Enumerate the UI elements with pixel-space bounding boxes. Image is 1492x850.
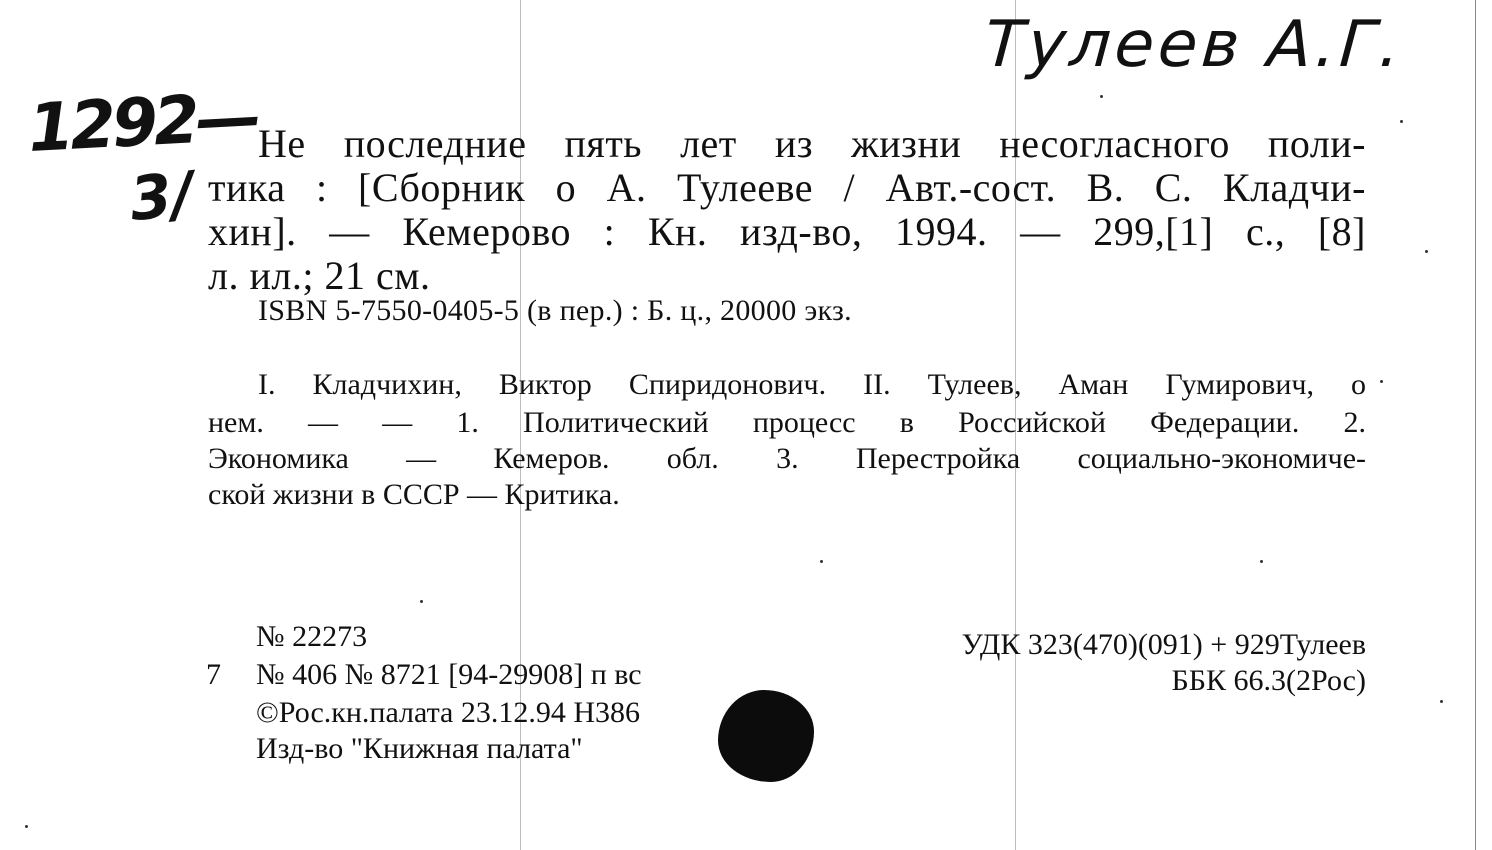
subjects-line-1: I. Кладчихин, Виктор Спиридонович. II. Тулеев, Аман Гумирович, о: [258, 368, 1366, 401]
bbk-code: ББК 66.3(2Рос): [1171, 664, 1366, 697]
subjects-line-2: нем. — — 1. Политический процесс в Российской Федерации. 2.: [208, 406, 1366, 439]
title-line-3: хин]. — Кемерово : Кн. изд-во, 1994. — 299,[1] с., [8]: [208, 209, 1366, 254]
title-line-2: тика : [Сборник о А. Тулееве / Авт.-сост. В. С. Кладчи-: [208, 165, 1366, 210]
subjects-line-4: ской жизни в СССР — Критика.: [208, 478, 620, 511]
udk-code: УДК 323(470)(091) + 929Тулеев: [961, 628, 1366, 661]
ink-blot: [718, 690, 814, 782]
isbn-line: ISBN 5-7550-0405-5 (в пер.) : Б. ц., 20000 экз.: [258, 294, 852, 327]
handwritten-call-number-suffix: 3/: [126, 158, 198, 236]
scan-line: [1475, 0, 1476, 850]
footer-publisher: Изд-во "Книжная палата": [256, 732, 583, 765]
footer-seven: 7: [206, 658, 221, 691]
subjects-line-3: Экономика — Кемеров. обл. 3. Перестройка социально-экономиче-: [208, 442, 1366, 475]
footer-line-2: № 406 № 8721 [94-29908] п вс: [256, 658, 642, 691]
title-line-1: Не последние пять лет из жизни несогласного поли-: [258, 121, 1366, 166]
record-number: № 22273: [256, 620, 368, 653]
title-line-4: л. ил.; 21 см.: [208, 253, 431, 298]
footer-line-3: ©Рос.кн.палата 23.12.94 Н386: [256, 696, 641, 729]
handwritten-author: Тулеев А.Г.: [982, 8, 1407, 82]
handwritten-call-number: 1292—: [26, 78, 260, 167]
